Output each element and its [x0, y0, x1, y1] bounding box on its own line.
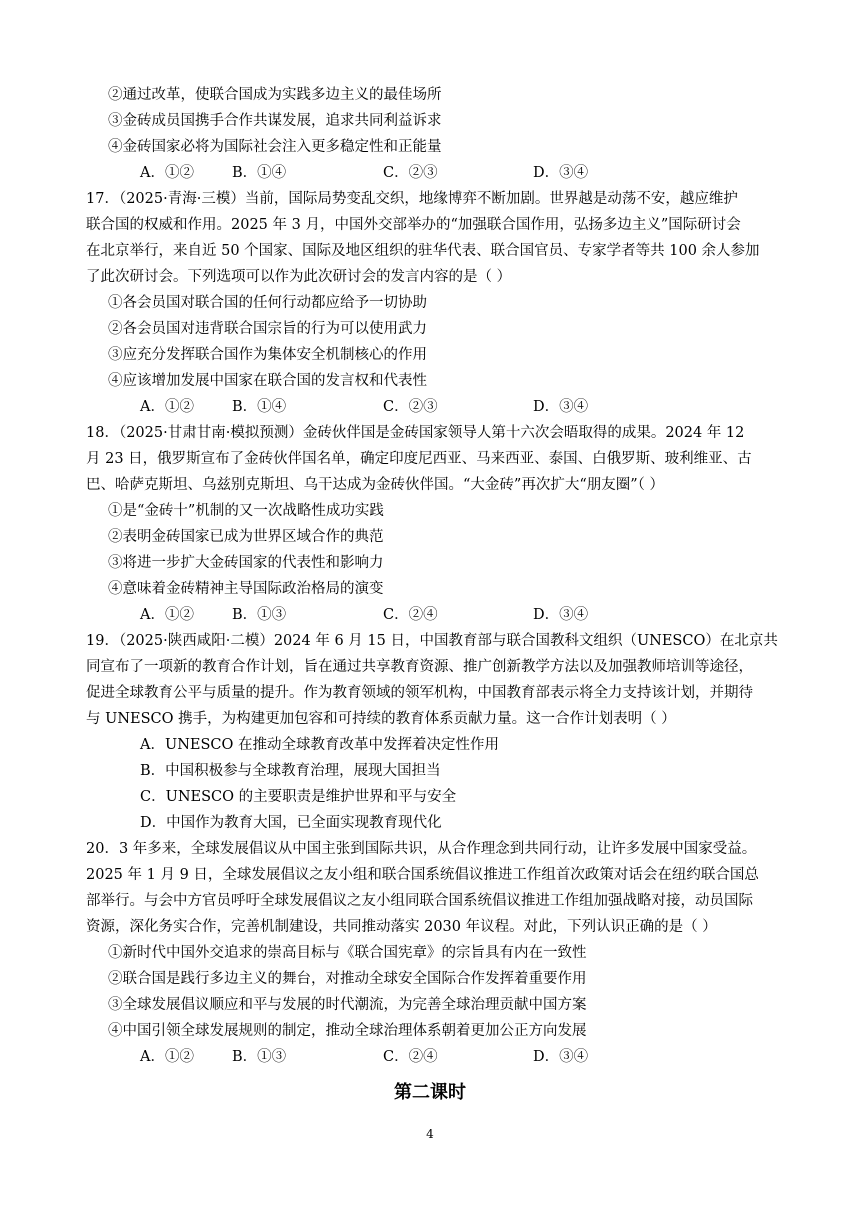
q20-item-4: ④中国引领全球发展规则的制定，推动全球治理体系朝着更加公正方向发展 [108, 1023, 587, 1039]
q17-option-b: B．①④ [232, 399, 287, 415]
q16-item-2: ②通过改革，使联合国成为实践多边主义的最佳场所 [108, 87, 442, 103]
q17-item-4: ④应该增加发展中国家在联合国的发言权和代表性 [108, 373, 427, 389]
q17-item-2: ②各会员国对违背联合国宗旨的行为可以使用武力 [108, 321, 427, 337]
q20-stem-line: 资源，深化务实合作，完善机制建设，共同推动落实 2030 年议程。对此，下列认识正确的是（ ） [86, 919, 717, 935]
q17-option-a: A．①② [140, 399, 194, 415]
q16-option-c: C．②③ [383, 165, 438, 181]
q19-option-c: C．UNESCO 的主要职责是维护世界和平与安全 [140, 789, 457, 805]
q19-stem-line: 促进全球教育公平与质量的提升。作为教育领域的领军机构，中国教育部表示将全力支持该计划，并期待 [86, 685, 753, 701]
q20-item-2: ②联合国是践行多边主义的舞台，对推动全球安全国际合作发挥着重要作用 [108, 971, 587, 987]
q20-item-3: ③全球发展倡议顺应和平与发展的时代潮流，为完善全球治理贡献中国方案 [108, 997, 587, 1013]
q20-option-a: A．①② [140, 1049, 194, 1065]
q20-option-b: B．①③ [232, 1049, 287, 1065]
q18-option-d: D．③④ [533, 607, 589, 623]
q18-item-4: ④意味着金砖精神主导国际政治格局的演变 [108, 581, 384, 597]
q20-option-d: D．③④ [533, 1049, 589, 1065]
q17-stem-line: 了此次研讨会。下列选项可以作为此次研讨会的发言内容的是（ ） [86, 269, 512, 285]
q16-item-4: ④金砖国家必将为国际社会注入更多稳定性和正能量 [108, 139, 442, 155]
q17-item-1: ①各会员国对联合国的任何行动都应给予一切协助 [108, 295, 427, 311]
q19-stem-line: 19．（2025·陕西咸阳·二模）2024 年 6 月 15 日，中国教育部与联合国教科文组织（UNESCO）在北京共 [86, 633, 778, 649]
q20-stem-line: 2025 年 1 月 9 日，全球发展倡议之友小组和联合国系统倡议推进工作组首次政策对话会在纽约联合国总 [86, 867, 759, 883]
page-number: 4 [426, 1127, 434, 1141]
q18-item-3: ③将进一步扩大金砖国家的代表性和影响力 [108, 555, 384, 571]
q17-item-3: ③应充分发挥联合国作为集体安全机制核心的作用 [108, 347, 427, 363]
q18-stem-line: 18．（2025·甘肃甘南·模拟预测）金砖伙伴国是金砖国家领导人第十六次会晤取得的成果。2024 年 12 [86, 425, 745, 441]
q20-stem-line: 20．3 年多来，全球发展倡议从中国主张到国际共识，从合作理念到共同行动，让许多发展中国家受益。 [86, 841, 757, 857]
q16-option-a: A．①② [140, 165, 194, 181]
q19-stem-line: 同宣布了一项新的教育合作计划，旨在通过共享教育资源、推广创新教学方法以及加强教师培训等途径， [86, 659, 753, 675]
q16-option-d: D．③④ [533, 165, 589, 181]
q16-item-3: ③金砖成员国携手合作共谋发展，追求共同利益诉求 [108, 113, 442, 129]
q20-item-1: ①新时代中国外交追求的崇高目标与《联合国宪章》的宗旨具有内在一致性 [108, 945, 587, 961]
q18-item-2: ②表明金砖国家已成为世界区域合作的典范 [108, 529, 384, 545]
q19-option-d: D．中国作为教育大国，已全面实现教育现代化 [140, 815, 442, 831]
section-title: 第二课时 [394, 1082, 466, 1103]
q19-option-a: A．UNESCO 在推动全球教育改革中发挥着决定性作用 [140, 737, 499, 753]
q17-stem-line: 在北京举行，来自近 50 个国家、国际及地区组织的驻华代表、联合国官员、专家学者等共 100 余人参加 [86, 243, 760, 259]
q17-stem-line: 17．（2025·青海·三模）当前，国际局势变乱交织，地缘博弈不断加剧。世界越是动荡不安，越应维护 [86, 191, 738, 207]
q17-option-c: C．②③ [383, 399, 438, 415]
q18-option-c: C．②④ [383, 607, 438, 623]
q18-option-a: A．①② [140, 607, 194, 623]
q17-stem-line: 联合国的权威和作用。2025 年 3 月，中国外交部举办的“加强联合国作用，弘扬多边主义”国际研讨会 [86, 217, 741, 233]
q20-option-c: C．②④ [383, 1049, 438, 1065]
q18-stem-line: 巴、哈萨克斯坦、乌兹别克斯坦、乌干达成为金砖伙伴国。“大金砖”再次扩大“朋友圈”（ ） [86, 477, 665, 493]
q18-item-1: ①是“金砖十”机制的又一次战略性成功实践 [108, 503, 384, 519]
q18-option-b: B．①③ [232, 607, 287, 623]
q19-option-b: B．中国积极参与全球教育治理，展现大国担当 [140, 763, 441, 779]
q17-option-d: D．③④ [533, 399, 589, 415]
q18-stem-line: 月 23 日，俄罗斯宣布了金砖伙伴国名单，确定印度尼西亚、马来西亚、泰国、白俄罗斯、玻利维亚、古 [86, 451, 752, 467]
q20-stem-line: 部举行。与会中方官员呼吁全球发展倡议之友小组同联合国系统倡议推进工作组加强战略对接，动员国际 [86, 893, 753, 909]
q16-option-b: B．①④ [232, 165, 287, 181]
q19-stem-line: 与 UNESCO 携手，为构建更加包容和可持续的教育体系贡献力量。这一合作计划表明（ ） [86, 711, 676, 727]
